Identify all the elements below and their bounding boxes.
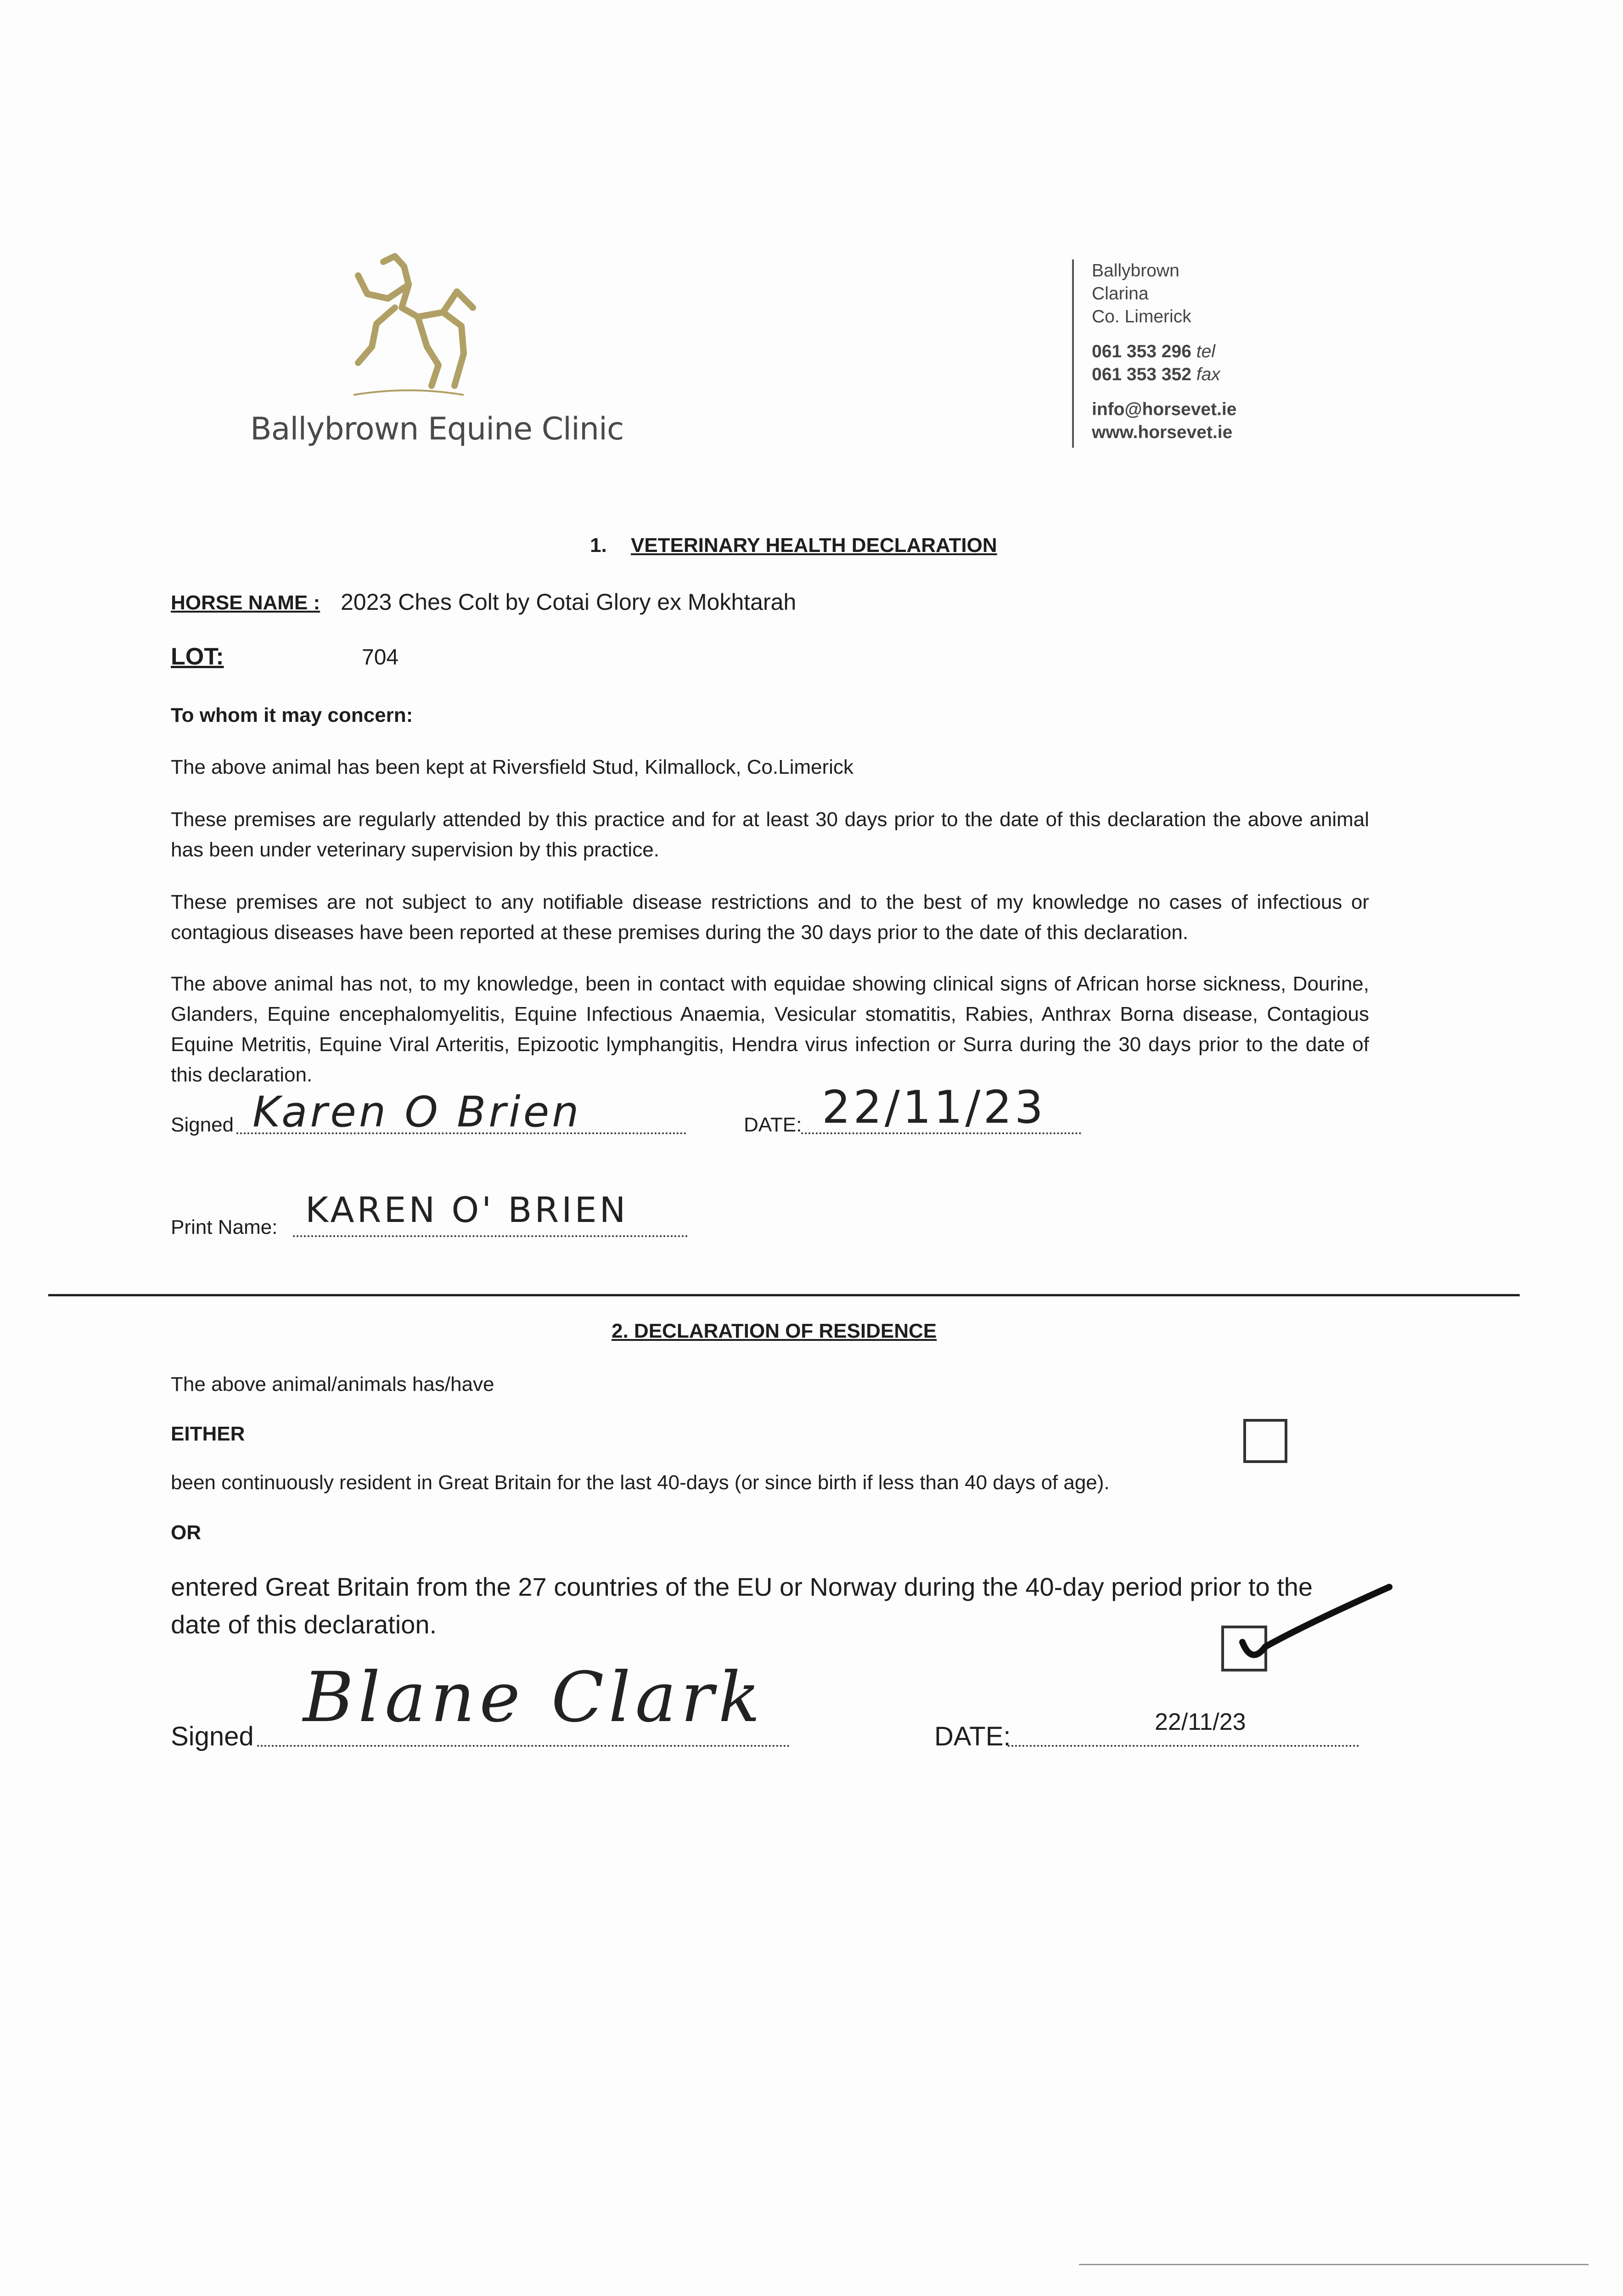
tel-line	[1092, 340, 1236, 363]
address-line-2: Clarina	[1092, 284, 1149, 304]
header-divider	[1072, 259, 1074, 448]
print-name-label: Print Name:	[171, 1216, 278, 1238]
date-value-2: 22/11/23	[1155, 1709, 1246, 1735]
section2-intro: The above animal/animals has/have	[171, 1373, 494, 1396]
signed-label-2: Signed	[171, 1722, 254, 1751]
lot-label: LOT:	[171, 643, 224, 670]
section1-number: 1.	[590, 534, 607, 557]
address-line-1: Ballybrown	[1092, 261, 1179, 281]
page-edge-line	[1079, 2264, 1589, 2265]
fax-label: fax	[1196, 365, 1220, 384]
salutation: To whom it may concern:	[171, 704, 413, 726]
print-name-line	[293, 1235, 688, 1237]
horse-name-label: HORSE NAME :	[171, 591, 320, 614]
section1-title: VETERINARY HEALTH DECLARATION	[630, 534, 997, 557]
date-label-2: DATE:	[934, 1722, 1011, 1751]
lot-value: 704	[362, 645, 399, 670]
date-label-1: DATE:	[744, 1114, 802, 1136]
signature-1: Karen O Brien	[253, 1087, 582, 1137]
either-label: EITHER	[171, 1423, 245, 1445]
date-line-2	[1008, 1745, 1359, 1747]
paragraph-4: The above animal has not, to my knowledge, been in contact with equidae showing clinical signs of African horse sickness, Dourine, Glanders, Equine encephalomyelitis, Equine Infectious Anaemia, Vesicular stomatitis, Rabies, Anthrax Borna disease, Contagious Equine Metritis, Equine Viral Arteritis, Epizootic lymphangitis, Hendra virus infection or Surra during the 30 days prior to the date of this declaration.	[171, 973, 1369, 1086]
signature-line-2	[257, 1745, 790, 1747]
option1-checkbox[interactable]	[1243, 1419, 1287, 1463]
horse-name-value: 2023 Ches Colt by Cotai Glory ex Mokhtarah	[341, 589, 797, 615]
clinic-contact	[1092, 259, 1236, 444]
print-name-value: KAREN O' BRIEN	[305, 1189, 629, 1230]
paragraph-3: These premises are not subject to any notifiable disease restrictions and to the best of my knowledge no cases of infectious or contagious diseases have been reported at these premises during the 30 days prior to the date of this declaration.	[171, 891, 1369, 944]
paragraph-1: The above animal has been kept at Riversfield Stud, Kilmallock, Co.Limerick	[171, 756, 854, 778]
date-value-1: 22/11/23	[822, 1081, 1046, 1134]
or-label: OR	[171, 1521, 201, 1544]
section-divider	[48, 1294, 1520, 1296]
address-line-3: Co. Limerick	[1092, 307, 1191, 326]
section2-title: 2. DECLARATION OF RESIDENCE	[612, 1320, 937, 1342]
fax-number: 061 353 352	[1092, 365, 1191, 384]
checkmark-icon	[1233, 1578, 1398, 1670]
tel-number: 061 353 296	[1092, 342, 1191, 361]
website-link[interactable]: www.horsevet.ie	[1092, 422, 1233, 442]
clinic-name: Ballybrown Equine Clinic	[250, 411, 624, 447]
option2-checkbox[interactable]	[1221, 1626, 1267, 1671]
fax-line	[1092, 363, 1236, 386]
tel-label: tel	[1196, 342, 1215, 361]
horse-logo-icon	[340, 248, 477, 404]
section1-heading	[590, 530, 997, 561]
paragraph-2: These premises are regularly attended by this practice and for at least 30 days prior to the date of this declaration the above animal has been under veterinary supervision by this practice.	[171, 808, 1369, 861]
clinic-logo	[340, 248, 477, 404]
option2-text: entered Great Britain from the 27 countries of the EU or Norway during the 40-day period prior to the date of this declaration.	[171, 1572, 1313, 1639]
signature-2: Blane Clark	[303, 1658, 765, 1738]
email-link[interactable]: info@horsevet.ie	[1092, 400, 1237, 419]
signed-label-1: Signed	[171, 1114, 234, 1136]
option1-text: been continuously resident in Great Britain for the last 40-days (or since birth if less than 40 days of age).	[171, 1471, 1110, 1494]
